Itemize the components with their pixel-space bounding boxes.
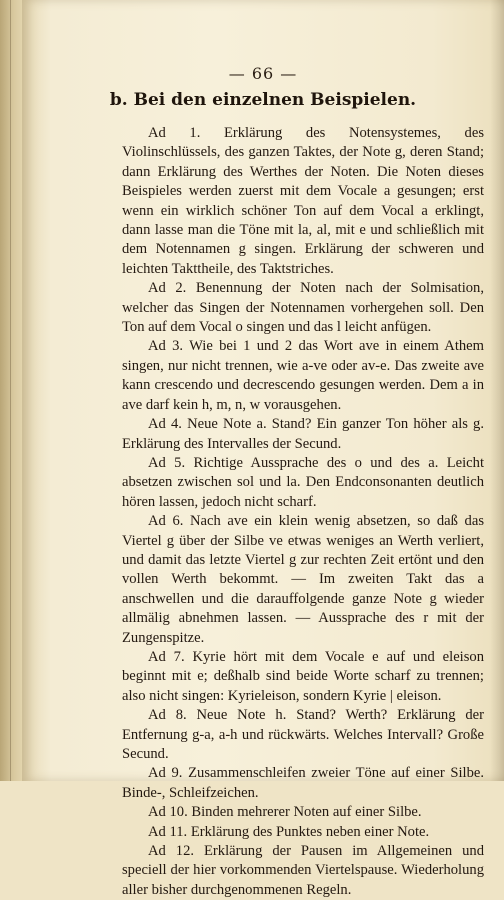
paragraph-text: Zusammenschleifen zweier Töne auf einer Silbe. Binde-, Schleifzeichen. [122, 765, 484, 801]
book-gutter [0, 0, 22, 781]
paragraph [122, 706, 484, 764]
paragraph-text: Benennung der Noten nach der Solmisation, welcher das Singen der Notennamen vorhergehen soll. Den Ton auf dem Vocal o singen und das l leicht anfügen. [122, 280, 485, 336]
paragraph [122, 124, 484, 279]
paragraph [122, 337, 484, 415]
paragraph-text: Kyrie hört mit dem Vocale e auf und eleison beginnt mit e; deßhalb sind beide Worte scharf zu trennen; also nicht singen: Kyrieleison, sondern Kyrie | eleison. [122, 648, 484, 704]
paragraph-text: Wie bei 1 und 2 das Wort ave in einem Athem singen, nur nicht trennen, wie a-ve oder av-e. Das zweite ave kann crescendo und decrescendo gesungen werden. Dem a in ave darf kein h, m, n, w vorausgehen. [122, 338, 485, 413]
paragraph [122, 648, 484, 706]
paragraph [122, 842, 484, 900]
paragraph-text: Richtige Aussprache des o und des a. Leicht absetzen zwischen sol und la. Den Endconsonanten deutlich hören lassen, jedoch nicht scharf. [122, 454, 485, 510]
section-heading: b. Bei den einzelnen Beispielen. [109, 90, 417, 110]
paragraph-number: Ad 7. [148, 648, 185, 665]
paragraph [122, 803, 484, 822]
paragraph [122, 454, 484, 512]
body-text [122, 124, 484, 900]
paragraph-number: Ad 4. [148, 416, 182, 433]
paragraph [122, 279, 484, 337]
paragraph-text: Erklärung des Notensystemes, des Violinschlüssels, des ganzen Taktes, der Note g, deren Stand; dann Erklärung des Werthes der Noten. Die Noten dieses Beispieles werden zuerst mit dem Vocale a gesungen; erst wenn ein wirklich schöner Ton auf dem Vocal a erklingt, dann lasse man die Töne mit la, al, mit e und schließlich mit dem Notennamen g singen. Erklärung der schweren und leichten Takttheile, des Taktstriches. [122, 125, 484, 277]
paragraph-number: Ad 3. [148, 338, 184, 355]
paragraph [122, 823, 484, 842]
paragraph-number: Ad 11. [148, 823, 188, 840]
paragraph-number: Ad 2. [148, 280, 187, 297]
page-number: — 66 — [228, 64, 298, 83]
paragraph-number: Ad 6. [148, 513, 184, 530]
book-page [22, 0, 504, 898]
paragraph-number: Ad 12. [148, 843, 195, 860]
gutter-rule [10, 0, 11, 781]
paragraph-number: Ad 1. [148, 125, 201, 141]
paragraph-text: Erklärung des Punktes neben einer Note. [190, 823, 430, 840]
paragraph [122, 415, 484, 454]
paragraph-number: Ad 10. [148, 804, 188, 821]
paragraph-text: Neue Note h. Stand? Werth? Erklärung der Entfernung g-a, a-h und rückwärts. Welches Intervall? Große Secund. [122, 707, 484, 762]
paragraph [122, 512, 484, 648]
paragraph-number: Ad 9. [148, 765, 183, 782]
paragraph-number: Ad 8. [148, 707, 187, 724]
page-edge-shadow [490, 0, 504, 781]
paragraph-text: Neue Note a. Stand? Ein ganzer Ton höher als g. Erklärung des Intervalles der Secund. [122, 416, 484, 452]
paragraph-text: Binden mehrerer Noten auf einer Silbe. [191, 804, 422, 821]
paragraph-text: Nach ave ein klein wenig absetzen, so daß das Viertel g über der Silbe ve etwas weniges an Werth verliert, und damit das letzte Viertel g zur rechten Zeit ertönt und den vollen Werth bekommt. — Im zweiten Takt das a anschwellen und die darauffolgende ganze Note g wieder allmälig abnehmen lassen. — Aussprache des r mit der Zungenspitze. [122, 513, 484, 646]
paragraph-number: Ad 5. [148, 454, 186, 471]
paragraph [122, 764, 484, 803]
paragraph-text: Erklärung der Pausen im Allgemeinen und speciell der hier vorkommenden Viertelspause. Wiederholung aller bisher durchgenommenen Regeln. [122, 843, 484, 898]
